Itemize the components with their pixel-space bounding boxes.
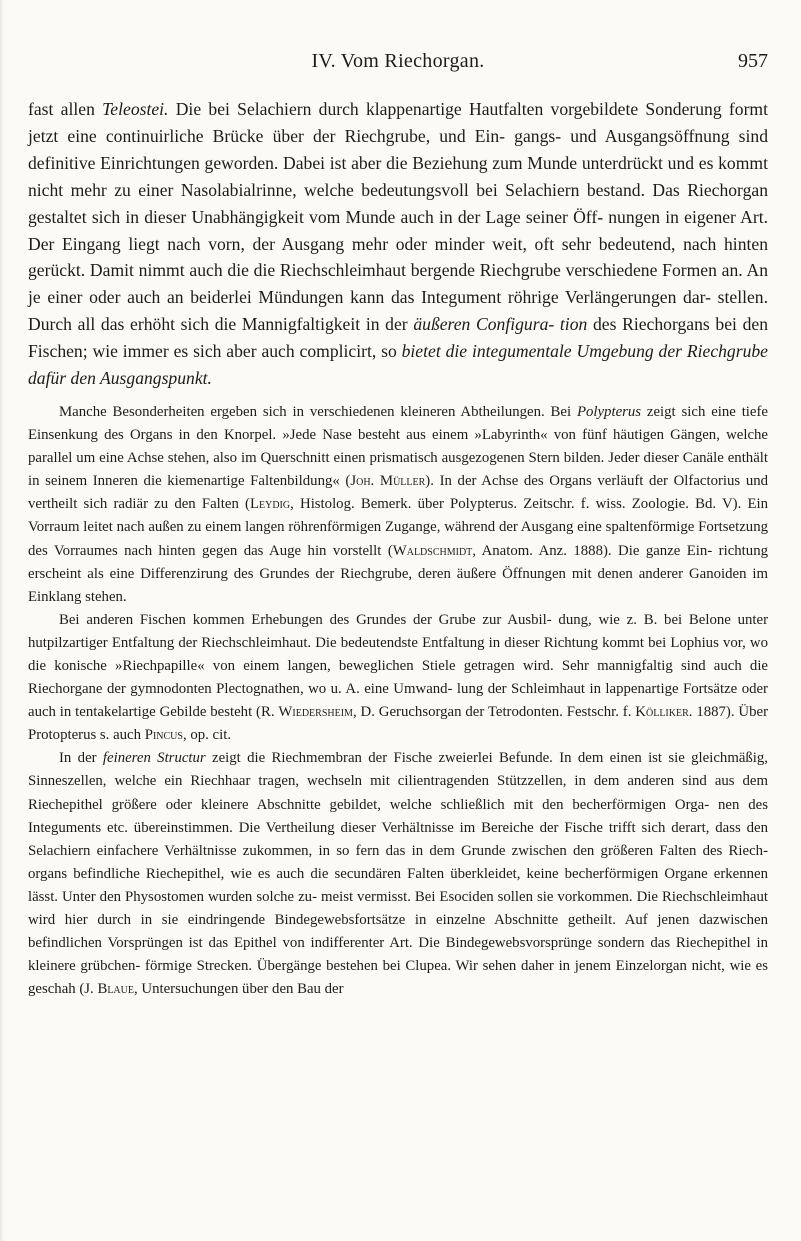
running-title: IV. Vom Riechorgan. bbox=[311, 50, 485, 72]
author-leydig: Leydig bbox=[249, 496, 291, 513]
emphasis-polypterus: Polypterus bbox=[576, 403, 642, 420]
emphasis-configuration: äußeren Configura- tion bbox=[413, 314, 588, 335]
page-number: 957 bbox=[738, 50, 768, 72]
author-mueller: Joh. Müller bbox=[350, 473, 426, 490]
paragraph-polypterus: Manche Besonderheiten ergeben sich in verschiedenen kleineren Abtheilungen. Bei Polypterus zeigt sich eine tiefe Einsenkung des Organs in den Knorpel. »Jede Nase besteht aus einem »Labyrinth« von fünf häutigen Gängen, welche parallel um eine Achse stehen, also im Querschnitt einen prismatisch ausgezogenen Stern bilden. Jeder dieser Canäle enthält in seinem Inneren die kiemenartige Faltenbildung« (Joh. Müller). In der Achse des Organs verläuft der Olfactorius und vertheilt sich radiär zu den Falten (Leydig, Histolog. Bemerk. über Polypterus. Zeitschr. f. wiss. Zoologie. Bd. V). Ein Vorraum leitet nach außen zu einem langen röhrenförmigen Zugange, während der Ausgang eine spaltenförmige Fortsetzung des Vorraumes nach hinten gegen das Auge hin vorstellt (Waldschmidt, Anatom. Anz. 1888). Die ganze Ein- richtung erscheint als eine Differenzirung des Grundes der Riechgrube, deren äußere Öffnungen mit denen anderer Ganoiden im Einklang stehen. bbox=[28, 403, 769, 605]
author-pincus: Pincus bbox=[144, 727, 183, 744]
page-header bbox=[28, 50, 768, 76]
scan-edge-shadow bbox=[0, 0, 4, 1241]
paragraph-other-fishes: Bei anderen Fischen kommen Erhebungen des Grundes der Grube zur Ausbil- dung, wie z. B. bei Belone unter hutpilzartiger Entfaltung der Riechschleimhaut. Die bedeutendste Entfaltung in dieser Richtung kommt bei Lophius vor, wo die konische »Riechpapille« von einem langen, beweglichen Stiele getragen wird. Sehr mannigfaltig sind auch die Riechorgane der gymnodonten Plectognathen, wo u. A. eine Umwand- lung der Schleimhaut in lappenartige Fortsätze oder auch in tentakelartige Gebilde besteht (R. Wiedersheim, D. Geruchsorgan der Tetrodonten. Festschr. f. Kölliker. 1887). Über Protopterus s. auch Pincus, op. cit. bbox=[28, 611, 769, 744]
emphasis-teleostei: Teleostei. bbox=[102, 99, 169, 119]
author-wiedersheim: Wiedersheim bbox=[278, 704, 353, 721]
author-waldschmidt: Waldschmidt bbox=[392, 542, 473, 559]
paragraph-fine-structure: In der feineren Structur zeigt die Riechmembran der Fische zweierlei Befunde. In dem einen ist sie gleichmäßig, Sinneszellen, welche ein Riechhaar tragen, wechseln mit cilientragenden Stützzellen, in dem anderen sind aus dem Riechepithel größere oder kleinere Abschnitte gebildet, welche schließlich mit den becherförmigen Orga- nen des Integuments etc. übereinstimmen. Die Vertheilung dieser Verhältnisse im Bereiche der Fische trifft sich derart, dass den Selachiern einfachere Verhältnisse zukommen, in so fern das in dem Grunde zwischen den größeren Falten des Riech- organs befindliche Riechepithel, wie es auch die secundären Falten überkleidet, keine becherförmigen Organe erkennen lässt. Unter den Physostomen wurden solche zu- meist vermisst. Bei Esociden sollen sie vorkommen. Die Riechschleimhaut wird hier durch in sie eindringende Bindegewebsfortsätze in einzelne Abschnitte getheilt. Auf jenen dazwischen befindlichen Vorsprüngen ist das Epithel von indifferenter Art. Die Bindegewebsvorsprünge sondern das Riechepithel in kleinere grübchen- förmige Strecken. Übergänge bestehen bei Clupea. Wir sehen daher in jenem Einzelorgan nicht, wie es geschah (J. Blaue, Untersuchungen über den Bau der bbox=[28, 750, 768, 998]
paragraph-teleostei: fast allen Teleostei. Die bei Selachiern durch klappenartige Hautfalten vorgebildete Sonderung formt jetzt eine continuirliche Brücke über der Riechgrube, und Ein- gangs- und Ausgangsöffnung sind definitive Einrichtungen geworden. Dabei ist aber die Beziehung zum Munde unterdrückt und es kommt nicht mehr zu einer Nasolabialrinne, welche bedeutungsvoll bei Selachiern bestand. Das Riechorgan gestaltet sich in dieser Unabhängigkeit vom Munde auch in der Lage seiner Öff- nungen in eigener Art. Der Eingang liegt nach vorn, der Ausgang mehr oder minder weit, oft sehr bedeutend, nach hinten gerückt. Damit nimmt auch die die Riechschleimhaut bergende Riechgrube verschiedene Formen an. An je einer oder auch an beiderlei Mündungen kann das Integument röhrige Verlängerungen dar- stellen. Durch all das erhöht sich die Mannigfaltigkeit in der äußeren Configura- tion des Riechorgans bei den Fischen; wie immer es sich aber auch complicirt, so bietet die integumentale Umgebung der Riechgrube dafür den Ausgangspunkt. bbox=[28, 99, 769, 389]
author-koelliker: Kölliker bbox=[635, 704, 689, 721]
author-blaue: Blaue bbox=[97, 981, 134, 998]
emphasis-fine-structure: feineren Structur bbox=[102, 750, 206, 767]
emphasis-conclusion: bietet die integumentale Umgebung der Riechgrube dafür den Ausgangspunkt. bbox=[28, 341, 768, 389]
body-text bbox=[28, 96, 768, 1001]
